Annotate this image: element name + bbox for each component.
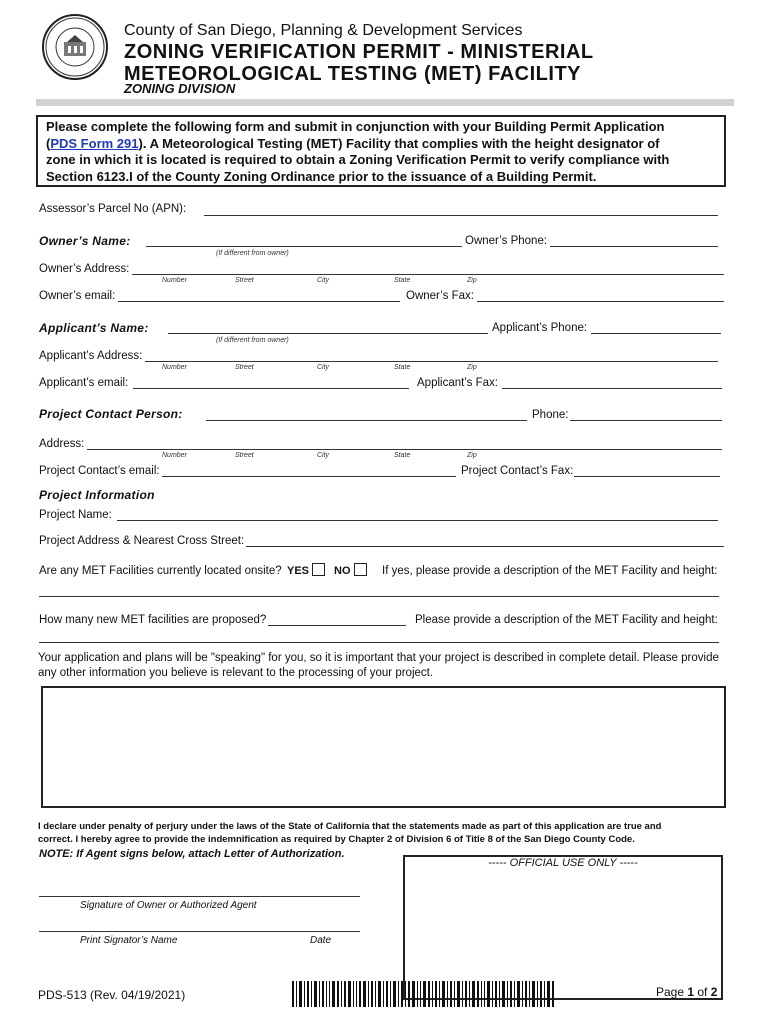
applicant-email-label: Applicant’s email: [39,377,129,389]
addr-sub-number: Number [162,277,187,284]
met-existing-description-field[interactable] [39,596,719,597]
met-existing-question: Are any MET Facilities currently located onsite? [39,565,282,577]
contact-phone-field[interactable] [570,420,722,421]
owner-fax-field[interactable] [477,301,724,302]
signature-field[interactable] [39,896,360,897]
yes-label: YES [287,565,310,577]
if-yes-instruction: If yes, please provide a description of the MET Facility and height: [382,565,718,577]
applicant-addr-sub-number: Number [162,364,187,371]
barcode-graphic [292,981,554,1007]
met-existing-yes [287,563,325,577]
intro-line2: (PDS Form 291). A Meteorological Testing (MET) Facility that complies with the height designator of [46,135,660,151]
division-name: ZONING DIVISION [124,81,236,96]
applicant-email-field[interactable] [133,388,409,389]
owner-name-field[interactable] [146,246,462,247]
project-address-label: Project Address & Nearest Cross Street: [39,535,245,547]
contact-addr-sub-number: Number [162,452,187,459]
apn-field[interactable] [204,215,718,216]
applicant-address-field[interactable] [145,361,718,362]
intro-text [46,119,720,185]
met-new-description-instruction: Please provide a description of the MET Facility and height: [415,614,718,626]
applicant-name-label: Applicant’s Name: [39,321,149,335]
applicant-addr-sub-state: State [394,364,411,371]
county-seal [42,14,108,80]
official-use-label: ----- OFFICIAL USE ONLY ----- [488,857,638,869]
owner-if-different-note: (If different from owner) [216,250,289,257]
project-description-box[interactable] [41,686,726,808]
met-existing-no [334,563,367,577]
form-revision: PDS-513 (Rev. 04/19/2021) [38,988,186,1002]
project-name-label: Project Name: [39,509,112,521]
intro-line3: zone in which it is located is required to obtain a Zoning Verification Permit to verify compliance with [46,152,670,167]
applicant-phone-field[interactable] [591,333,721,334]
contact-email-field[interactable] [162,476,456,477]
applicant-if-different-note: (If different from owner) [216,337,289,344]
declaration [38,820,733,846]
agent-note: NOTE: If Agent signs below, attach Letter of Authorization. [39,848,345,860]
project-info-heading: Project Information [39,488,155,502]
contact-email-label: Project Contact’s email: [39,465,160,477]
addr-sub-state: State [394,277,411,284]
owner-email-label: Owner’s email: [39,290,116,302]
met-new-description-field[interactable] [39,642,719,643]
applicant-name-field[interactable] [168,333,488,334]
official-use-box [403,855,723,1000]
project-name-field[interactable] [117,520,718,521]
apn-label: Assessor’s Parcel No (APN): [39,203,187,215]
no-label: NO [334,565,351,577]
met-new-count-field[interactable] [268,625,406,626]
form-title-line1: ZONING VERIFICATION PERMIT - MINISTERIAL [124,41,594,63]
contact-address-field[interactable] [87,449,722,450]
pds-form-291-link[interactable]: PDS Form 291 [50,135,139,151]
owner-email-field[interactable] [118,301,400,302]
declaration-line2: correct. I hereby agree to provide the indemnification as required by Chapter 2 of Division 6 of Title 8 of the San Diego County Code. [38,834,635,845]
owner-address-field[interactable] [132,274,724,275]
intro-line4: Section 6123.I of the County Zoning Ordinance prior to the issuance of a Building Permit. [46,168,597,184]
project-address-field[interactable] [246,546,724,547]
applicant-addr-sub-street: Street [235,364,254,371]
contact-phone-label: Phone: [532,409,569,421]
applicant-address-label: Applicant’s Address: [39,350,143,362]
print-name-label: Print Signator’s Name [80,935,178,946]
contact-addr-sub-state: State [394,452,411,459]
agency-name: County of San Diego, Planning & Development Services [124,22,523,39]
detail-paragraph: Your application and plans will be "speaking" for you, so it is important that your project is described in complete detail. Please provide any other information you believe is relevant to the processing of your project. [38,652,719,679]
contact-addr-sub-zip: Zip [467,452,477,459]
page-number: 1 [687,985,695,999]
owner-phone-label: Owner’s Phone: [465,235,548,247]
signature-label: Signature of Owner or Authorized Agent [80,900,257,911]
page-indicator: Page 1 of 2 [656,985,718,999]
print-name-field[interactable] [39,931,360,932]
yes-checkbox[interactable] [312,563,325,576]
declaration-line1: I declare under penalty of perjury under the laws of the State of California that the statements made as part of this application are true and [38,821,662,832]
contact-addr-sub-city: City [317,452,330,459]
contact-person-label: Project Contact Person: [39,407,183,421]
no-checkbox[interactable] [354,563,367,576]
contact-person-field[interactable] [206,420,527,421]
owner-address-label: Owner’s Address: [39,263,130,275]
date-label: Date [310,935,332,946]
owner-phone-field[interactable] [550,246,718,247]
addr-sub-street: Street [235,277,254,284]
page-total: 2 [710,985,718,999]
applicant-addr-sub-city: City [317,364,330,371]
header-rule [36,99,734,106]
intro-line1: Please complete the following form and submit in conjunction with your Building Permit Application [46,119,665,134]
contact-addr-sub-street: Street [235,452,254,459]
applicant-fax-field[interactable] [502,388,722,389]
form-title [124,41,594,85]
owner-name-label: Owner’s Name: [39,234,131,248]
applicant-addr-sub-zip: Zip [467,364,477,371]
form-title-line2: METEOROLOGICAL TESTING (MET) FACILITY [124,63,582,85]
addr-sub-city: City [317,277,330,284]
met-new-question: How many new MET facilities are proposed? [39,614,267,626]
contact-fax-field[interactable] [574,476,720,477]
contact-fax-label: Project Contact’s Fax: [461,465,574,477]
contact-address-label: Address: [39,438,85,450]
addr-sub-zip: Zip [467,277,477,284]
county-seal-graphic [44,16,106,78]
applicant-fax-label: Applicant’s Fax: [417,377,498,389]
owner-fax-label: Owner’s Fax: [406,290,474,302]
applicant-phone-label: Applicant’s Phone: [492,322,588,334]
